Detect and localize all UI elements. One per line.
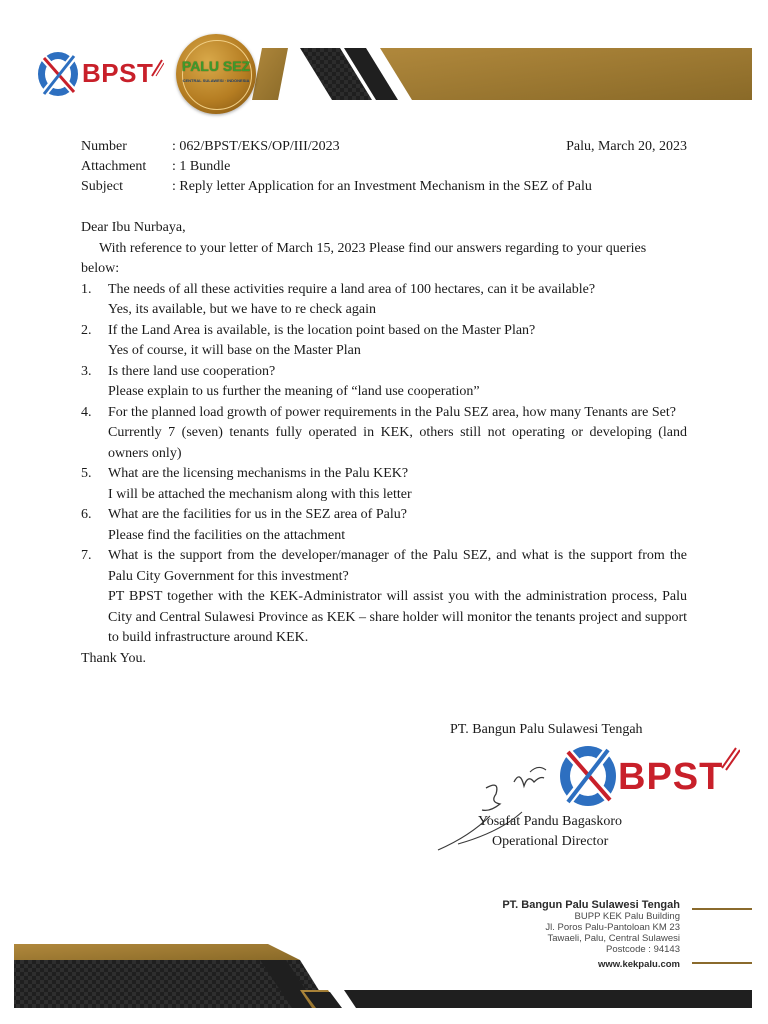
footer-rule-top <box>692 908 752 910</box>
attachment-value: : 1 Bundle <box>172 159 231 174</box>
item-number: 7. <box>81 548 92 563</box>
answer-text: Yes of course, it will base on the Master Plan <box>108 343 361 358</box>
signing-company: PT. Bangun Palu Sulawesi Tengah <box>450 722 643 737</box>
stamp-text: BPST <box>618 756 724 798</box>
answer-text: Currently 7 (seven) tenants fully operated in KEK, others still not operating or developing (land owners only) <box>108 425 687 461</box>
question-text: If the Land Area is available, is the location point based on the Master Plan? <box>108 322 536 338</box>
signer-name: Yosafat Pandu Bagaskoro <box>478 814 623 829</box>
item-number: 1. <box>81 281 92 297</box>
answer-text: I will be attached the mechanism along with this letter <box>108 486 412 502</box>
bpst-logo-mark-icon <box>36 46 86 104</box>
meta-number-row <box>81 137 687 157</box>
list-item <box>81 546 687 649</box>
question-text: What are the licensing mechanisms in the Palu KEK? <box>108 466 409 481</box>
palu-sez-logo-title: PALU SEZ <box>181 58 251 74</box>
number-value: : 062/BPST/EKS/OP/III/2023 <box>172 139 340 154</box>
list-item <box>81 321 687 362</box>
palu-sez-logo-subtitle: CENTRAL SULAWESI · INDONESIA <box>182 78 250 83</box>
list-item <box>81 403 687 465</box>
letter-date: Palu, March 20, 2023 <box>566 139 687 154</box>
list-item <box>81 280 687 321</box>
signer-title: Operational Director <box>492 834 609 849</box>
letter-body <box>81 218 687 669</box>
item-number: 5. <box>81 466 92 481</box>
footer-building: BUPP KEK Palu Building <box>574 911 680 922</box>
qa-list <box>81 280 687 649</box>
bpst-slash-icon <box>150 58 164 78</box>
number-label: Number <box>81 139 127 154</box>
item-number: 3. <box>81 363 92 379</box>
footer-company: PT. Bangun Palu Sulawesi Tengah <box>502 899 680 911</box>
answer-text: PT BPST together with the KEK-Administrator will assist you with the administration process, Palu City and Central Sulawesi Province as KEK – share holder will monitor the tenants project and support to build infrastructure around KEK. <box>108 589 687 645</box>
question-text: What are the facilities for us in the SEZ area of Palu? <box>108 507 407 522</box>
palu-sez-logo <box>176 34 256 114</box>
palu-sez-logo-ring <box>182 40 252 110</box>
signature-block <box>430 722 750 862</box>
subject-label: Subject <box>81 179 123 194</box>
bpst-logo <box>36 46 166 104</box>
footer-website-link[interactable]: www.kekpalu.com <box>597 959 680 970</box>
bpst-logo-text: BPST <box>82 58 154 88</box>
list-item <box>81 505 687 546</box>
salutation: Dear Ibu Nurbaya, <box>81 220 186 235</box>
footer-decorative-band <box>0 940 768 1024</box>
question-text: For the planned load growth of power requirements in the Palu SEZ area, how many Tenants are Set? <box>108 404 676 420</box>
subject-value: : Reply letter Application for an Investment Mechanism in the SEZ of Palu <box>172 179 592 194</box>
letter-meta <box>81 137 687 197</box>
list-item <box>81 362 687 403</box>
list-item <box>81 464 687 505</box>
footer-street: Jl. Poros Palu-Pantoloan KM 23 <box>545 922 680 933</box>
item-number: 6. <box>81 507 92 522</box>
meta-subject-row <box>81 177 687 197</box>
answer-text: Yes, its available, but we have to re check again <box>108 302 376 317</box>
footer-city: Tawaeli, Palu, Central Sulawesi <box>547 933 680 944</box>
footer-postcode: Postcode : 94143 <box>606 944 680 955</box>
closing: Thank You. <box>81 650 146 666</box>
answer-text: Please explain to us further the meaning of “land use cooperation” <box>108 384 480 399</box>
item-number: 4. <box>81 404 92 420</box>
meta-attachment-row <box>81 157 687 177</box>
question-text: Is there land use cooperation? <box>108 363 276 379</box>
intro-paragraph: With reference to your letter of March 15, 2023 Please find our answers regarding to your queries below: <box>81 240 647 276</box>
question-text: What is the support from the developer/manager of the Palu SEZ, and what is the support from the Palu City Government for this investment? <box>108 548 687 584</box>
question-text: The needs of all these activities require a land area of 100 hectares, can it be available? <box>108 281 596 297</box>
item-number: 2. <box>81 322 92 338</box>
attachment-label: Attachment <box>81 159 147 174</box>
answer-text: Please find the facilities on the attachment <box>108 527 346 543</box>
